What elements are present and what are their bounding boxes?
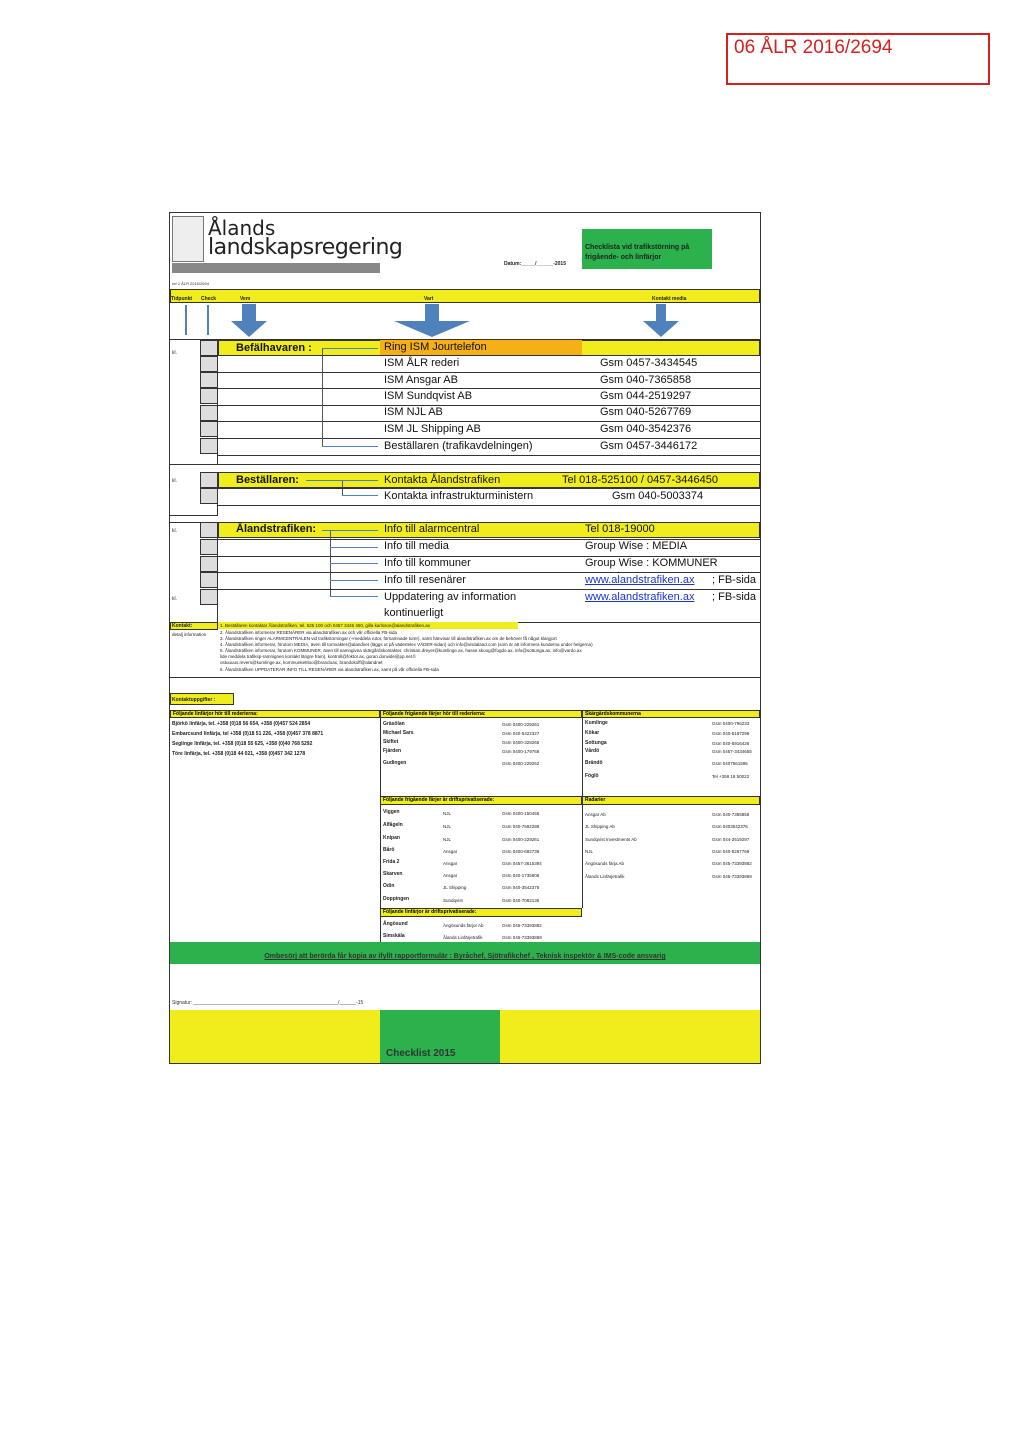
linfarja-line: Björkö linfärja, tel. +358 (0)18 56 654, +358 (0)457 524 2854 <box>172 721 311 727</box>
municipality-name: Kökar <box>585 730 600 736</box>
check-box[interactable] <box>200 356 218 372</box>
company-name: JL Shipping Ab <box>585 824 615 829</box>
check-box[interactable] <box>200 388 218 404</box>
title-box: Checklista vid trafikstörning på frigående- och linfärjor <box>582 229 712 269</box>
company-name: Sundqvist Investments Ab <box>585 837 637 842</box>
check-box[interactable] <box>200 488 218 504</box>
arrow-line <box>330 596 378 597</box>
kontakt-line: lide meddela trafiksp-ramnignen kontakt längre fram), kontroll@foktor.ax, goran.donvide@pp.net.fi <box>220 654 416 659</box>
ferry-name: Skiftet <box>383 739 399 745</box>
alt-r2-v: Group Wise : MEDIA <box>585 540 688 552</box>
bestall-label: Beställaren: <box>236 474 299 486</box>
linfarja-line: Töre linfärja, tel. +358 (0)18 44 021, +358 (0)457 342 1278 <box>172 751 306 757</box>
ferry-name: Gräsölan <box>383 721 405 727</box>
ferry-phone: Gsm 0400-179768 <box>502 749 540 754</box>
ferry-phone: Gsm 0400-229261 <box>502 837 540 842</box>
row-divider <box>218 572 760 573</box>
ferry-name: Doppingen <box>383 896 410 902</box>
municipality-name: Sottunga <box>585 740 607 746</box>
municipality-name: Brändö <box>585 760 603 766</box>
ferry-phone: Gsm 0400-150455 <box>502 811 540 816</box>
company-phone: Gsm 040-5267769 <box>712 849 750 854</box>
ism-phone: Gsm 040-3542376 <box>600 423 692 435</box>
arrow-line <box>330 563 378 564</box>
ism-phone: Gsm 044-2519297 <box>600 390 692 402</box>
municipality-phone: Gsm 040-5187298 <box>712 731 750 736</box>
ferry-name: Gudingen <box>383 760 407 766</box>
ferry-phone: Gsm 040-7082136 <box>502 898 540 903</box>
ferry-phone: Gsm 0457-3615394 <box>502 861 542 866</box>
row-divider <box>218 455 760 456</box>
befal-kl: kl. <box>172 350 177 356</box>
kontakt-line: 3. Ålandstrafiken ringer ALARMCENTRALEN vid trafikstörningar (+meddela rutor, förnamnade turer), samt hänvisar till alandstrafiken.ax om de behöver få något klargjort <box>220 636 557 641</box>
alt-r1-v: Tel 018-19000 <box>585 523 655 535</box>
municipality-phone: Gsm 0407561596 <box>712 761 748 766</box>
ferry-owner: Ansgar <box>443 849 458 854</box>
alt-r5a: Uppdatering av information <box>384 591 517 603</box>
ferry-name: Alfågeln <box>383 822 403 828</box>
alt-r4-fb: ; FB-sida <box>712 574 757 586</box>
bracket-line <box>322 349 323 446</box>
kontakt-line: ostuuuus.revers@kumlinge.ax, kommunkettloo@brandoax, brandokoff@alandnet <box>220 660 383 665</box>
company-name: Ängösunds färja Ab <box>585 861 625 866</box>
ism-name: ISM ÅLR rederi <box>384 357 460 369</box>
company-phone: Gsm 040-7365858 <box>712 812 750 817</box>
arrow-vart-shaft <box>425 304 439 322</box>
row-divider <box>218 488 760 489</box>
alt-r1: Info till alarmcentral <box>384 523 480 535</box>
alt-r5-link[interactable]: www.alandstrafiken.ax <box>585 591 695 603</box>
signature-line[interactable]: Signatur: ____________________________________________________/______-15 <box>172 1000 364 1006</box>
company-phone: Gsm 045-73393882 <box>712 861 752 866</box>
col3-header2: Radarier <box>582 796 760 805</box>
arrow-line <box>322 446 378 447</box>
ferry-phone: Gsm 0400-692739 <box>502 849 540 854</box>
col2-header: Följande frigående färjer hör till rederierna: <box>380 710 582 718</box>
header-vart: Vart <box>424 296 434 302</box>
alt-r2: Info till media <box>384 540 449 552</box>
col2-header3: Följande linfärjor är driftsprivatiserade: <box>380 908 582 917</box>
arrow-line <box>330 580 378 581</box>
check-box[interactable] <box>200 340 218 356</box>
header-kontakt: Kontakt media <box>652 296 687 302</box>
row-divider <box>218 388 760 389</box>
arrow-kontakt-icon <box>643 321 679 337</box>
ism-name: ISM NJL AB <box>384 406 443 418</box>
ferry-owner: Ålands Linfärjetrafik <box>443 935 483 940</box>
bestall-r1-phone: Tel 018-525100 / 0457-3446450 <box>562 474 718 486</box>
kontakt-line: 4. Ålandstrafiken informerar, förutom MEDIA, även till tornvakter@alandnet (läggs ut på vädertelex VÄDER-sidan) och info@visitaland.com (som är att informera kunderna under helgerna) <box>220 642 593 647</box>
arrow-line <box>330 547 378 548</box>
ferry-phone: Gsm 045-73393882 <box>502 923 542 928</box>
ferry-phone: Gsm 0400-328265 <box>502 740 540 745</box>
alt-r3-v: Group Wise : KOMMUNER <box>585 557 718 569</box>
company-name: Ansgar Ab <box>585 812 606 817</box>
row-divider <box>218 421 760 422</box>
ferry-name: Michael Sars <box>383 730 414 736</box>
ferry-owner: Ansgar <box>443 861 458 866</box>
alt-kl2: kl. <box>172 596 177 602</box>
ferry-phone: Gsm 040-5422327 <box>502 731 540 736</box>
alt-r5-fb: ; FB-sida <box>712 591 757 603</box>
col2-header2: Följande frigående färjer är driftsprivatiserade: <box>380 796 582 805</box>
ferry-name: Odin <box>383 883 395 889</box>
check-box[interactable] <box>200 572 218 588</box>
ism-name: ISM JL Shipping AB <box>384 423 481 435</box>
arrow-tidpunkt-icon <box>185 305 187 335</box>
check-box[interactable] <box>200 539 218 555</box>
col1-header: Följande linfärjor hör till rederierna: <box>170 710 380 718</box>
logo-footnote: ref 2 ÅLR 2016/2694 <box>172 281 209 286</box>
municipality-phone: Gsm 040-5916426 <box>712 741 750 746</box>
ism-phone: Gsm 0457-3446172 <box>600 440 698 452</box>
ferry-phone: Gsm 040-1735808 <box>502 873 540 878</box>
alt-r4-link[interactable]: www.alandstrafiken.ax <box>585 574 695 586</box>
header-check: Check <box>201 296 217 302</box>
arrow-vart-icon <box>394 321 470 337</box>
check-box[interactable] <box>200 522 218 538</box>
arrow-kontakt-shaft <box>656 304 666 322</box>
ism-phone: Gsm 0457-3434545 <box>600 357 698 369</box>
arrow-line <box>322 348 378 349</box>
spacer <box>170 464 760 472</box>
arrow-check-icon <box>207 305 209 335</box>
bestall-r2: Kontakta infrastrukturministern <box>384 490 534 502</box>
arrow-line <box>342 495 378 496</box>
kontakt-line: 2. Ålandstrafiken informerar RESENÄRER via alandstrafiken.ax och vår officiella FB-sida <box>220 630 397 635</box>
ferry-name: Fjärden <box>383 748 402 754</box>
ferry-phone: Gsm 040-7582288 <box>502 824 540 829</box>
logo-line1: Ålands <box>208 216 276 240</box>
alt-r3: Info till kommuner <box>384 557 471 569</box>
ferry-owner: JL Shipping <box>443 885 467 890</box>
arrow-vem-shaft <box>242 304 256 322</box>
col-divider <box>582 710 583 908</box>
ferry-phone: Gsm 0400-229261 <box>502 722 540 727</box>
ferry-name: Viggen <box>383 809 400 815</box>
ferry-owner: NJL <box>443 837 452 842</box>
ferry-phone: Gsm 0400-229262 <box>502 761 540 766</box>
municipality-phone: Gsm 0400-796233 <box>712 721 750 726</box>
bestall-kl: kl. <box>172 478 177 484</box>
ferry-name: Knipan <box>383 835 400 841</box>
company-name: NJL <box>585 849 594 854</box>
header-vem: Vem <box>240 296 251 302</box>
company-phone: Gsm 044-2519297 <box>712 837 750 842</box>
ferry-name: Frida 2 <box>383 859 400 865</box>
municipality-phone: Tel +358 18 50022 <box>712 774 750 779</box>
footer-yellow-right <box>500 1010 760 1063</box>
checklist-label: Checklist 2015 <box>386 1048 456 1059</box>
header-tidpunkt: Tidpunkt <box>171 296 193 302</box>
ferry-name: Skarven <box>383 871 403 877</box>
ferry-name: Simskäla <box>383 933 405 939</box>
row-divider <box>218 505 760 506</box>
ferry-owner: Ansgar <box>443 873 458 878</box>
row-divider <box>218 589 760 590</box>
check-box[interactable] <box>200 405 218 421</box>
alt-kl: kl. <box>172 528 177 534</box>
befal-label: Befälhavaren : <box>236 342 312 354</box>
ferry-owner: NJL <box>443 824 452 829</box>
logo-bar <box>172 263 380 273</box>
ring-ism: Ring ISM Jourtelefon <box>384 341 487 353</box>
arrow-vem-icon <box>231 321 267 337</box>
ferry-owner: NJL <box>443 811 452 816</box>
ferry-phone: Gsm 045-73393869 <box>502 935 542 940</box>
footer-yellow-left <box>170 1010 380 1063</box>
ism-name: ISM Sundqvist AB <box>384 390 473 402</box>
registration-stamp: 06 ÅLR 2016/2694 <box>726 33 990 85</box>
ism-phone: Gsm 040-7365858 <box>600 374 692 386</box>
ism-phone: Gsm 040-5267769 <box>600 406 692 418</box>
linfarja-line: Seglinge linfärja, tel. +358 (0)18 55 625, +358 (0)40 768 5292 <box>172 741 313 747</box>
bestall-r1: Kontakta Ålandstrafiken <box>384 474 501 486</box>
check-box[interactable] <box>200 472 218 488</box>
logo-line2: landskapsregering <box>208 235 403 260</box>
coat-of-arms-icon <box>172 216 204 262</box>
ism-name: ISM Ansgar AB <box>384 374 458 386</box>
col3-header: Skärgårdskommunerna <box>582 710 760 718</box>
check-box[interactable] <box>200 438 218 454</box>
ferry-phone: Gsm 040-3542376 <box>502 885 540 890</box>
check-box[interactable] <box>200 372 218 388</box>
ism-name: Beställaren (trafikavdelningen) <box>384 440 533 452</box>
check-box[interactable] <box>200 556 218 572</box>
company-name: Ålands Linfärjetrafik <box>585 874 625 879</box>
kontaktuppgifter-label: Kontaktuppgifter : <box>172 697 216 703</box>
check-box[interactable] <box>200 421 218 437</box>
date-field: Datum:_____/______-2015 <box>504 261 566 267</box>
ferry-name: Bårö <box>383 847 395 853</box>
bestall-r2-phone: Gsm 040-5003374 <box>612 490 704 502</box>
municipality-name: Vårdö <box>585 748 600 754</box>
municipality-name: Kumlinge <box>585 720 608 726</box>
kontakt-line: 1. Beställaren kontaktar Ålandstrafiken, tel. 525 100 och 0457 3446 450, gilla karlsson@alandstrafiken.ax <box>220 623 430 628</box>
alt-r5b: kontinuerligt <box>384 607 444 619</box>
alt-label: Ålandstrafiken: <box>236 523 317 535</box>
kontakt-line: 5. Ålandstrafiken informerar, förutom KOMMUNER, även till namngivna skärgårdskontakter. christian.dreyer@kumlinge.ax, hasse.skoog@fogdo.ax, info@sottunga.ax, info@vardo.ax <box>220 648 582 653</box>
kontakt-sub: detalj information <box>172 632 207 637</box>
check-box[interactable] <box>200 589 218 605</box>
municipality-name: Föglö <box>585 773 599 779</box>
ferry-owner: Sundqvist <box>443 898 463 903</box>
row-divider <box>218 438 760 439</box>
kontakt-line: 6. Ålandstrafiken UPPDATERAR INFO TILL RESENÄRER via alandstrafiken.ax, samt på vår officiella FB-sida <box>220 667 439 672</box>
ferry-name: Ängösund <box>383 921 408 927</box>
company-phone: Gsm 045-73393869 <box>712 874 752 879</box>
company-phone: Gsm 0403542376 <box>712 824 748 829</box>
row-divider <box>218 372 760 373</box>
municipality-phone: Gsm 0457-3434655 <box>712 749 752 754</box>
kontakt-label: Kontakt: <box>172 623 193 629</box>
ferry-owner: Ängösunds färjor Ab <box>443 923 484 928</box>
linfarja-line: Embarcsund linfärja, tel +358 (0)18 51 226, +358 (0)457 378 8871 <box>172 731 324 737</box>
footer-note: Ombesörj att berörda får kopia av ifyllt rapportformulär : Byråchef, Sjötrafikchef , Teknisk inspektör & IMS-code ansvarig <box>264 953 666 960</box>
alt-r4: Info till resenärer <box>384 574 466 586</box>
